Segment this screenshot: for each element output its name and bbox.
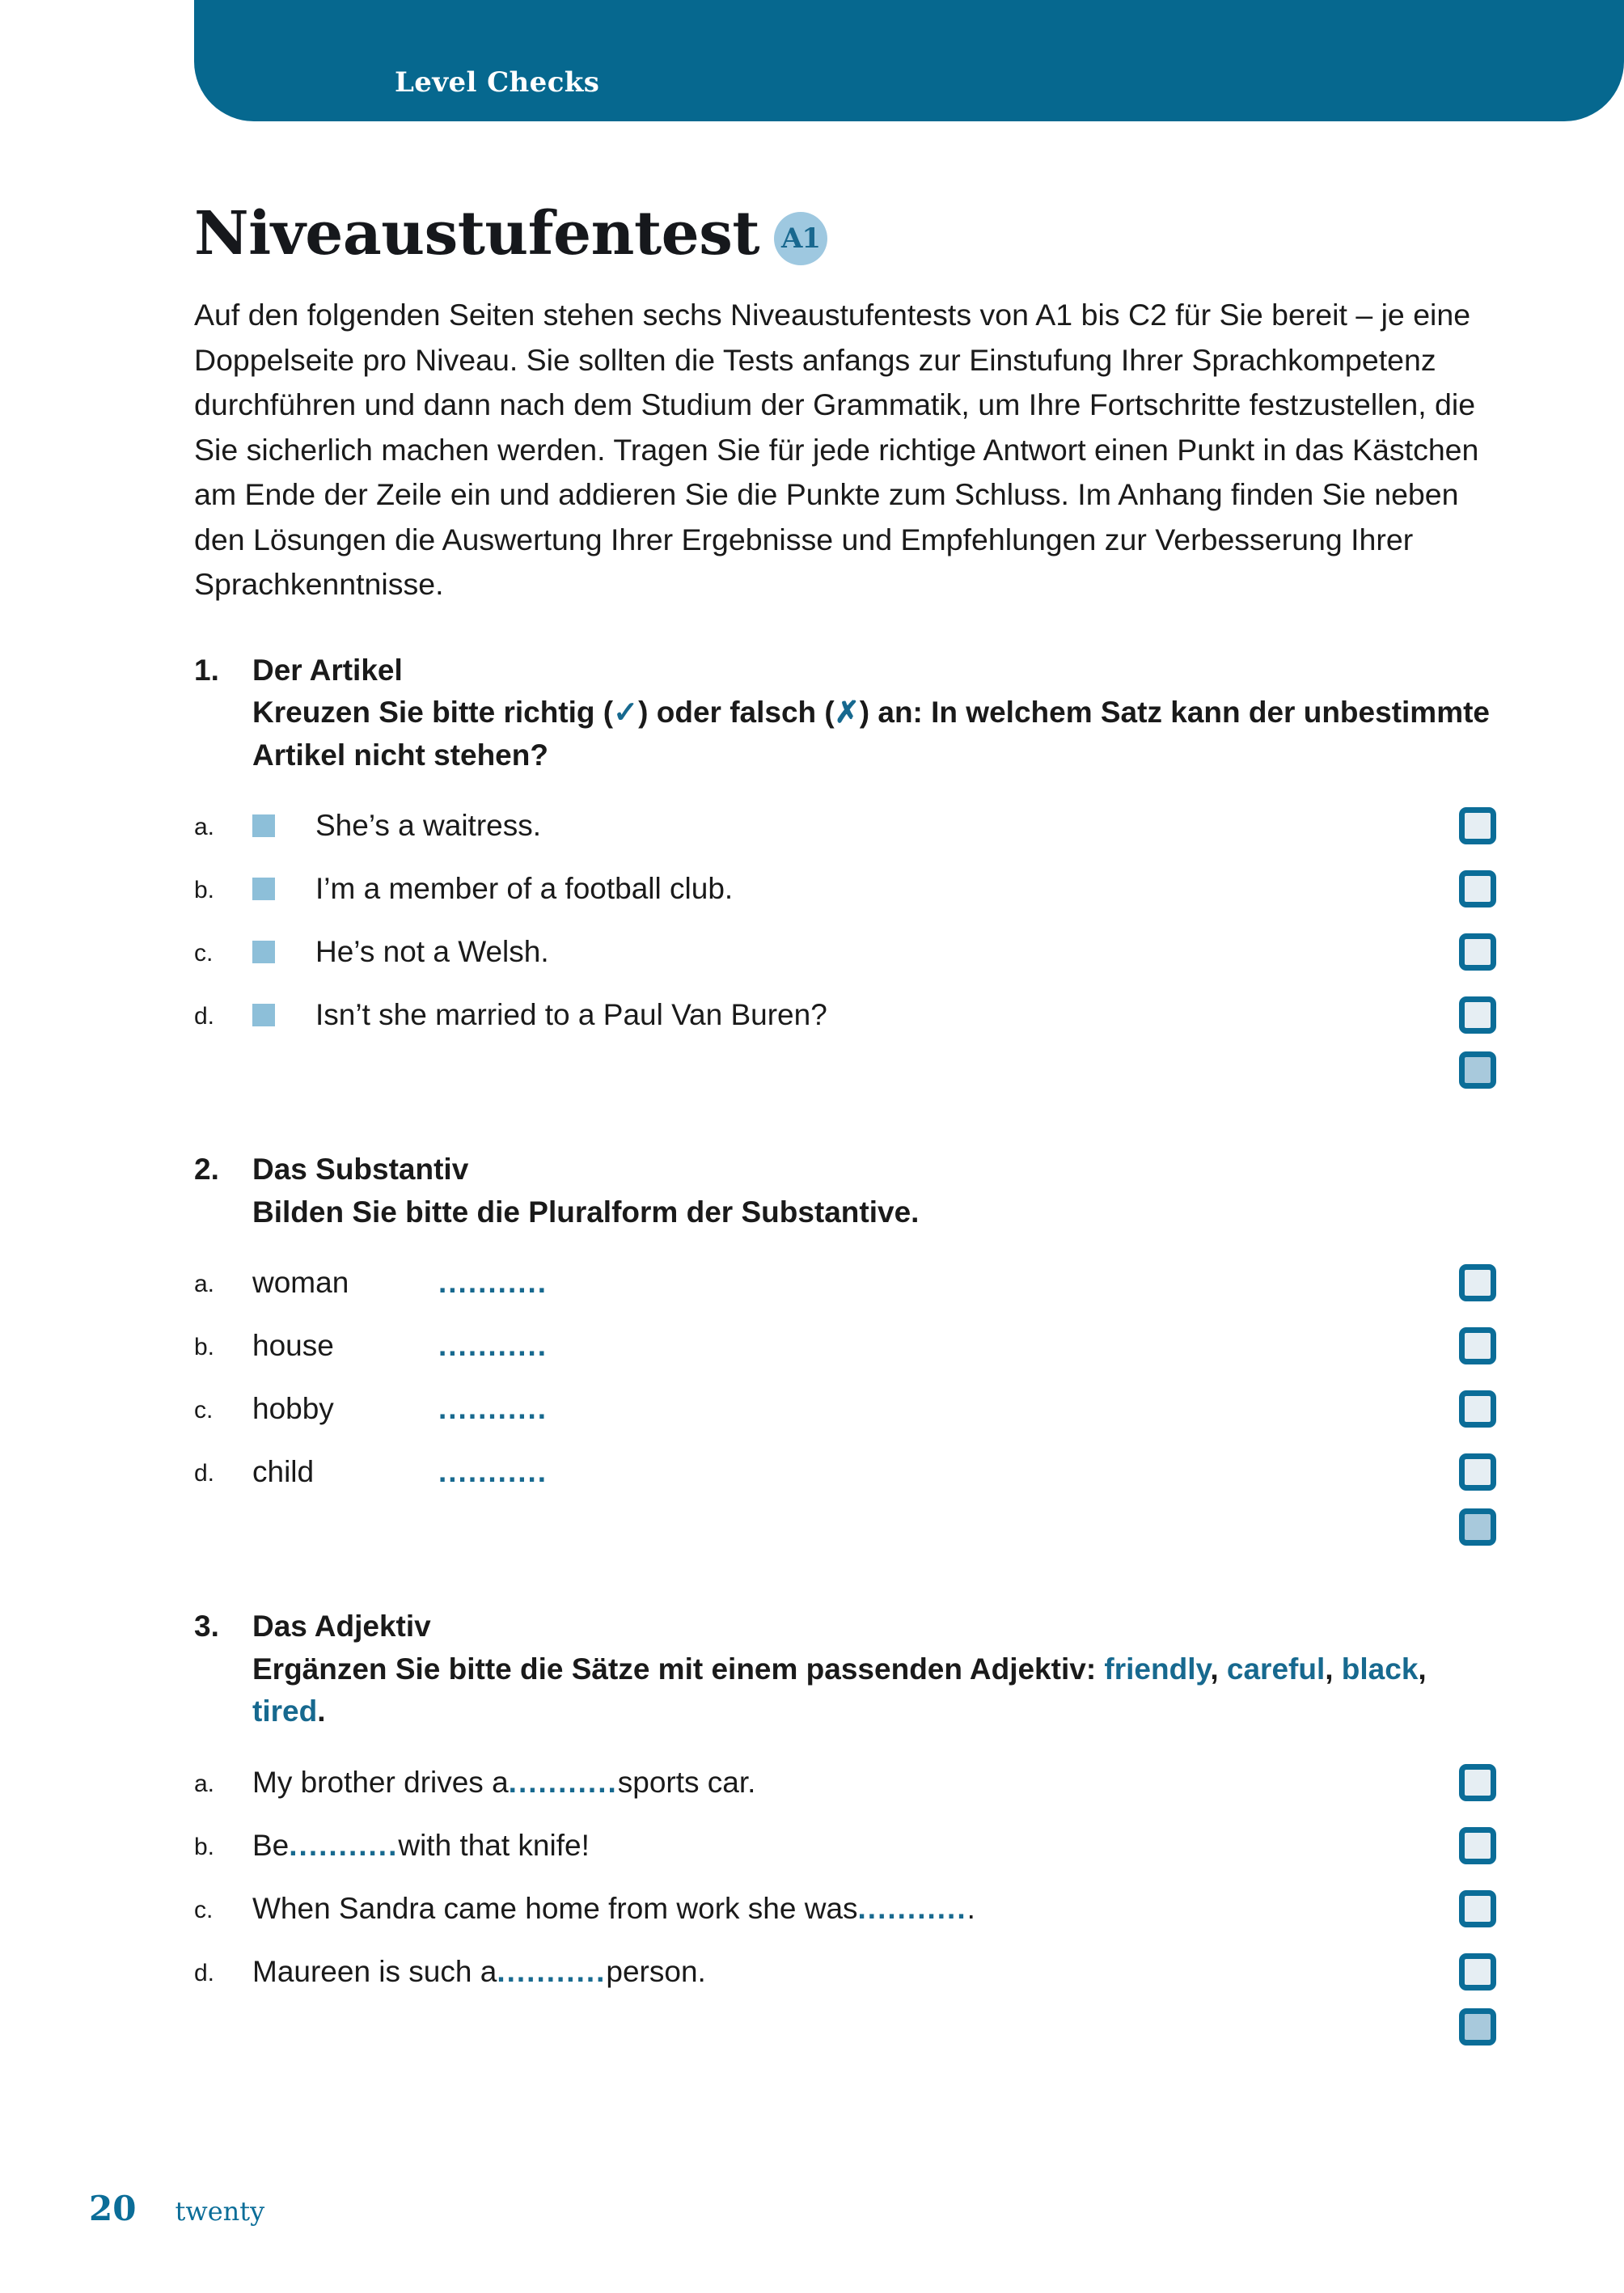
total-score-box[interactable] <box>1459 1051 1496 1089</box>
sentence-suffix: with that knife! <box>398 1828 590 1862</box>
item-letter: d. <box>194 1003 215 1030</box>
exercise-3 <box>194 1606 1496 2063</box>
adjective-option: tired <box>252 1694 318 1728</box>
item-letter: a. <box>194 1271 215 1298</box>
list-item <box>194 1814 1496 1877</box>
score-checkbox[interactable] <box>1459 1890 1496 1927</box>
exercise-3-items <box>194 1751 1496 2063</box>
item-text: I’m a member of a football club. <box>315 872 734 906</box>
item-term: child <box>252 1455 315 1489</box>
fill-in-blank[interactable]: ........... <box>438 1392 548 1426</box>
exercise-2-header <box>194 1149 1496 1233</box>
page-title-row <box>194 199 1496 269</box>
total-score-box[interactable] <box>1459 1508 1496 1546</box>
item-letter: c. <box>194 1397 214 1424</box>
page-footer <box>89 2189 264 2228</box>
sentence-suffix: person. <box>606 1954 706 1988</box>
fill-in-blank[interactable]: ........... <box>289 1828 399 1862</box>
score-checkbox[interactable] <box>1459 870 1496 907</box>
item-letter: c. <box>194 940 214 967</box>
page-number: 20 <box>89 2189 137 2228</box>
exercise-3-number: 3. <box>194 1610 219 1644</box>
fill-in-blank[interactable]: ........... <box>438 1455 548 1489</box>
tab-label: Level Checks <box>395 66 600 99</box>
score-checkbox[interactable] <box>1459 933 1496 971</box>
instruction-text-1: Kreuzen Sie bitte richtig ( <box>252 696 614 730</box>
score-checkbox[interactable] <box>1459 1327 1496 1364</box>
sentence-prefix: My brother drives a <box>252 1765 509 1799</box>
list-item <box>194 857 1496 920</box>
score-checkbox[interactable] <box>1459 1390 1496 1428</box>
item-text: She’s a waitress. <box>315 809 541 843</box>
exercise-2 <box>194 1149 1496 1563</box>
fill-in-blank[interactable]: ........... <box>438 1266 548 1300</box>
score-checkbox[interactable] <box>1459 1827 1496 1864</box>
exercise-1-items <box>194 794 1496 1106</box>
check-icon: ✓ <box>613 696 639 730</box>
exercise-1 <box>194 649 1496 1107</box>
item-letter: b. <box>194 877 215 904</box>
cross-icon: ✗ <box>834 696 860 730</box>
exercise-3-header <box>194 1606 1496 1733</box>
page-content <box>194 0 1496 2063</box>
list-item <box>194 1877 1496 1940</box>
total-score-box[interactable] <box>1459 2008 1496 2046</box>
item-term: hobby <box>252 1392 334 1426</box>
answer-marker-square[interactable] <box>252 941 275 963</box>
exercise-2-total-row <box>194 1504 1496 1563</box>
exercise-2-number: 2. <box>194 1153 219 1187</box>
exercise-1-total-row <box>194 1047 1496 1106</box>
adjective-option: friendly <box>1104 1652 1211 1686</box>
exercise-1-header <box>194 649 1496 777</box>
list-item <box>194 1940 1496 2003</box>
item-letter: a. <box>194 1770 215 1797</box>
fill-in-blank[interactable]: ........... <box>438 1329 548 1363</box>
answer-marker-square[interactable] <box>252 1004 275 1026</box>
score-checkbox[interactable] <box>1459 1764 1496 1801</box>
instruction-lead: Ergänzen Sie bitte die Sätze mit einem passenden Adjektiv: <box>252 1652 1105 1686</box>
score-checkbox[interactable] <box>1459 1953 1496 1991</box>
exercise-3-title: Das Adjektiv <box>252 1610 431 1644</box>
sentence-suffix: . <box>966 1891 975 1925</box>
answer-marker-square[interactable] <box>252 878 275 900</box>
fill-in-blank[interactable]: ........... <box>497 1954 607 1988</box>
list-item <box>194 1251 1496 1314</box>
item-letter: b. <box>194 1833 215 1860</box>
item-term: house <box>252 1329 334 1363</box>
sentence-prefix: Maureen is such a <box>252 1954 497 1988</box>
list-item <box>194 1314 1496 1377</box>
exercise-2-instruction: Bilden Sie bitte die Pluralform der Substantive. <box>252 1195 920 1229</box>
exercise-1-number: 1. <box>194 653 219 687</box>
adjective-option: black <box>1341 1652 1419 1686</box>
intro-paragraph: Auf den folgenden Seiten stehen sechs Niveaustufentests von A1 bis C2 für Sie bereit – je eine Doppelseite pro Niveau. Sie sollten die Tests anfangs zur Einstufung Ihrer Sprachkompetenz durchführen und dann nach dem Studium der Grammatik, um Ihre Fortschritte festzustellen, die Sie sicherlich machen werden. Tragen Sie für jede richtige Antwort einen Punkt in das Kästchen am Ende der Zeile ein und addieren Sie die Punkte zum Schluss. Im Anhang finden Sie neben den Lösungen die Auswertung Ihrer Ergebnisse und Empfehlungen zur Verbesserung Ihrer Sprachkenntnisse. <box>194 298 1479 601</box>
fill-in-blank[interactable]: ........... <box>857 1891 967 1925</box>
list-item <box>194 984 1496 1047</box>
adjective-option: careful <box>1226 1652 1326 1686</box>
item-letter: a. <box>194 814 215 841</box>
sentence-suffix: sports car. <box>617 1765 756 1799</box>
score-checkbox[interactable] <box>1459 1264 1496 1301</box>
list-item <box>194 794 1496 857</box>
item-letter: b. <box>194 1334 215 1361</box>
item-letter: d. <box>194 1959 215 1986</box>
exercise-2-items <box>194 1251 1496 1563</box>
item-term: woman <box>252 1266 349 1300</box>
list-item <box>194 1377 1496 1441</box>
list-item <box>194 1751 1496 1814</box>
exercise-1-instruction <box>252 692 1494 776</box>
score-checkbox[interactable] <box>1459 1453 1496 1491</box>
page-number-word: twenty <box>175 2196 265 2227</box>
instruction-text-2: ) oder falsch ( <box>638 696 835 730</box>
instruction-text-3: ) an: In welchem Satz kann der unbestimmte Artikel nicht stehen? <box>252 696 1490 772</box>
sentence-prefix: Be <box>252 1828 290 1862</box>
exercise-3-total-row <box>194 2003 1496 2063</box>
list-item <box>194 920 1496 984</box>
score-checkbox[interactable] <box>1459 807 1496 844</box>
fill-in-blank[interactable]: ........... <box>508 1765 618 1799</box>
page-title: Niveaustufentest <box>194 199 760 269</box>
item-letter: c. <box>194 1896 214 1923</box>
item-text: Isn’t she married to a Paul Van Buren? <box>315 998 827 1032</box>
sentence-prefix: When Sandra came home from work she was <box>252 1891 858 1925</box>
exercise-1-title: Der Artikel <box>252 653 403 687</box>
exercise-3-instruction: Ergänzen Sie bitte die Sätze mit einem passenden Adjektiv: friendly, careful, black, tired. <box>252 1652 1427 1728</box>
exercise-2-title: Das Substantiv <box>252 1153 469 1187</box>
item-letter: d. <box>194 1460 215 1487</box>
answer-marker-square[interactable] <box>252 814 275 837</box>
score-checkbox[interactable] <box>1459 996 1496 1034</box>
item-text: He’s not a Welsh. <box>315 935 549 969</box>
list-item <box>194 1441 1496 1504</box>
level-badge: A1 <box>774 212 827 265</box>
